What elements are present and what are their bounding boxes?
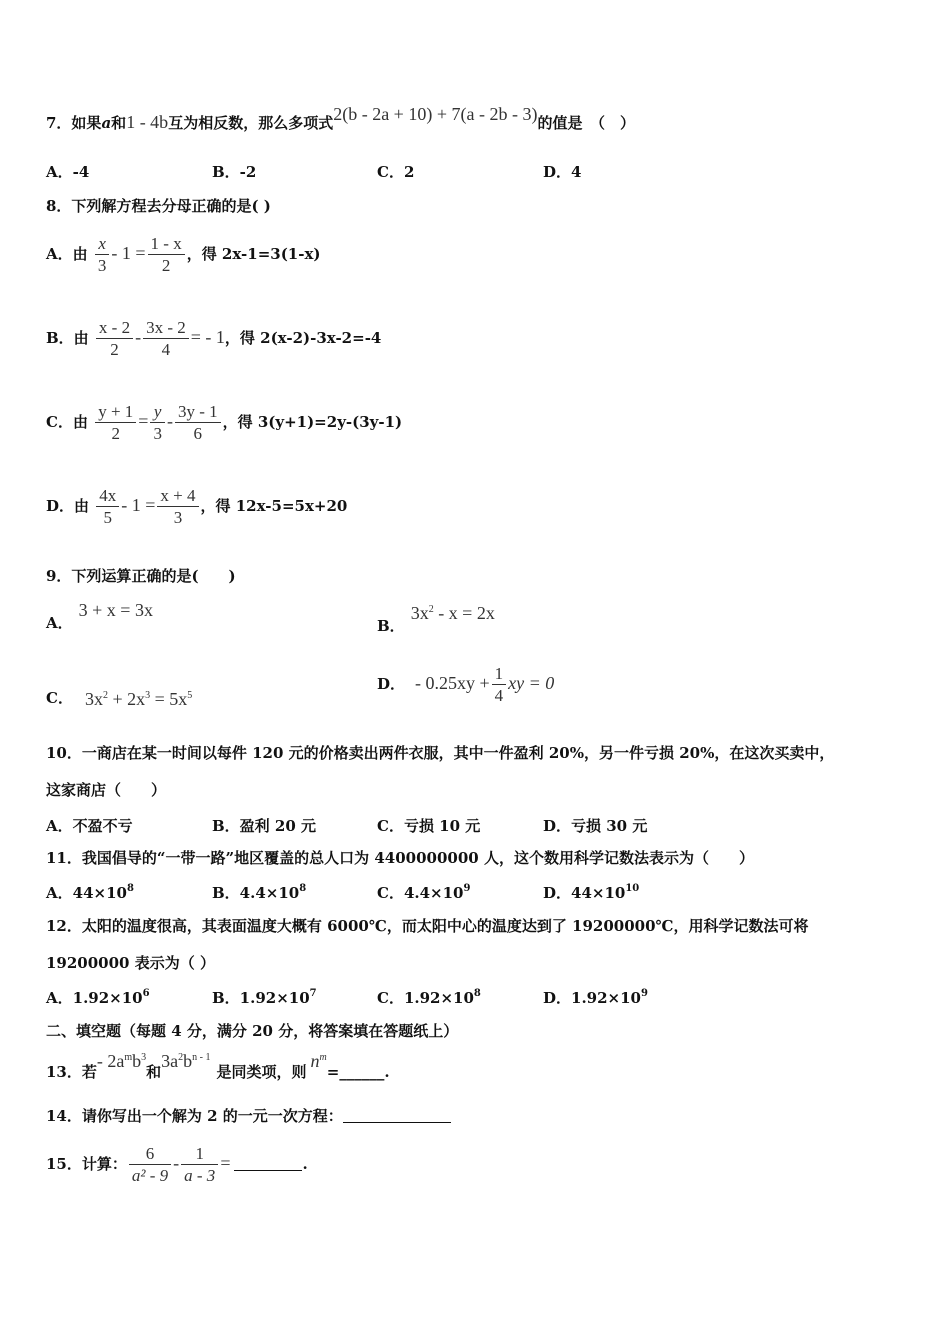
q8-d-frac2 bbox=[157, 486, 198, 529]
q8-b-frac2 bbox=[143, 318, 189, 361]
q9-c-c: = 5x bbox=[150, 689, 188, 709]
q13-and: 和 bbox=[146, 1063, 162, 1081]
q8-d-op: - 1 = bbox=[121, 495, 156, 515]
q8-a-n1: x bbox=[98, 233, 106, 253]
q9-b-label: B． bbox=[377, 617, 405, 635]
q10-option-a: A．不盈不亏 bbox=[46, 817, 133, 835]
q12-b-exp: 7 bbox=[309, 988, 317, 999]
q8-d-label: D．由 bbox=[46, 497, 90, 515]
q12-b-base: B．1.92×10 bbox=[212, 989, 310, 1007]
q8-c-label: C．由 bbox=[46, 413, 88, 431]
q8-d-n2: x + 4 bbox=[160, 485, 196, 505]
q11-b-exp: 8 bbox=[299, 883, 307, 894]
q11-stem: 11．我国倡导的“一带一路”地区覆盖的总人口为 4400000000 人，这个数用科学记数法表示为（ ） bbox=[46, 849, 754, 867]
q9-stem: 9．下列运算正确的是( ) bbox=[46, 567, 236, 585]
q8-a-result: ，得 2x-1=3(1-x) bbox=[186, 245, 321, 263]
q14-text: 14．请你写出一个解为 2 的一元一次方程： bbox=[46, 1107, 343, 1125]
q13-t2bs: n - 1 bbox=[192, 1052, 211, 1063]
q12-d-exp: 9 bbox=[640, 988, 648, 999]
q13-pre: 13．若 bbox=[46, 1063, 97, 1081]
q10-line1: 10．一商店在某一时间以每件 120 元的价格卖出两件衣服，其中一件盈利 20%，另一件亏损 20%，在这次买卖中， bbox=[46, 744, 835, 762]
q8-a-label: A．由 bbox=[46, 245, 88, 263]
q13-t2b: b bbox=[183, 1051, 193, 1071]
q9-b-post: - x = 2x bbox=[433, 603, 495, 623]
q12-d-base: D．1.92×10 bbox=[543, 989, 641, 1007]
q13-t3: n bbox=[310, 1051, 320, 1071]
q9-a-expr: 3 + x = 3x bbox=[78, 600, 153, 620]
q11-d-base: D．44×10 bbox=[543, 884, 626, 902]
q13-t1: - 2a bbox=[96, 1051, 125, 1071]
q10-line2: 这家商店（ ） bbox=[46, 781, 167, 799]
q8-c-op2: - bbox=[166, 411, 173, 431]
q13-t3s: m bbox=[319, 1052, 327, 1063]
q10-option-d: D．亏损 30 元 bbox=[543, 817, 648, 835]
q12-a-base: A．1.92×10 bbox=[46, 989, 143, 1007]
q9-b-pre: 3x bbox=[410, 603, 429, 623]
q7-option-b: B．-2 bbox=[212, 163, 257, 181]
q11-c-base: C．4.4×10 bbox=[377, 884, 464, 902]
q11-b-base: B．4.4×10 bbox=[212, 884, 300, 902]
q9-c-s2: 3 bbox=[145, 690, 151, 701]
q7-expr2: 2(b - 2a + 10) + 7(a - 2b - 3) bbox=[333, 104, 538, 124]
q9-c-label: C． bbox=[46, 689, 73, 707]
question-13 bbox=[46, 1051, 390, 1082]
q8-c-d2: 3 bbox=[150, 422, 165, 445]
q9-a-label: A． bbox=[46, 614, 73, 632]
q12-c-exp: 8 bbox=[473, 988, 481, 999]
q7-option-a: A．-4 bbox=[46, 163, 90, 181]
q15-d1: a² - 9 bbox=[129, 1164, 171, 1187]
q9-c-s1: 2 bbox=[102, 690, 108, 701]
q12-line1: 12．太阳的温度很高，其表面温度大概有 6000℃，而太阳中心的温度达到了 19200000℃，用科学记数法可将 bbox=[46, 917, 809, 935]
q8-a-frac2 bbox=[148, 234, 185, 277]
q15-n2: 1 bbox=[195, 1143, 204, 1163]
q15-pre: 15．计算： bbox=[46, 1155, 127, 1173]
q9-c-a: 3x bbox=[84, 689, 103, 709]
q15-tail: . bbox=[302, 1155, 308, 1173]
q7-mid: 互为相反数，那么多项式 bbox=[168, 114, 334, 132]
q8-a-d2: 2 bbox=[148, 254, 185, 277]
q13-answer-blank: =______. bbox=[326, 1063, 390, 1081]
q9-d-frac bbox=[492, 664, 507, 707]
q9-c-b: + 2x bbox=[107, 689, 146, 709]
q9-d-d: 4 bbox=[492, 684, 507, 707]
q7-option-d: D．4 bbox=[543, 163, 582, 181]
q8-d-d2: 3 bbox=[157, 506, 198, 529]
q8-c-result: ，得 3(y+1)=2y-(3y-1) bbox=[222, 413, 403, 431]
q8-d-d1: 5 bbox=[96, 506, 119, 529]
q15-op: - bbox=[173, 1153, 180, 1173]
q8-a-d1: 3 bbox=[95, 254, 110, 277]
q11-a-base: A．44×10 bbox=[46, 884, 127, 902]
q7-option-c: C．2 bbox=[377, 163, 415, 181]
q9-d-label: D． bbox=[377, 675, 406, 693]
q11-option-d bbox=[543, 882, 639, 903]
q8-a-op: - 1 = bbox=[111, 243, 146, 263]
q8-c-d1: 2 bbox=[95, 422, 136, 445]
q8-c-frac1 bbox=[95, 402, 136, 445]
q8-d-frac1 bbox=[96, 486, 119, 529]
q8-b-op2: = - 1 bbox=[190, 327, 225, 347]
q8-c-n1: y + 1 bbox=[98, 401, 134, 421]
q7-number: 7．如果 bbox=[46, 114, 102, 132]
q12-option-b bbox=[212, 987, 317, 1008]
q9-d-post: xy = 0 bbox=[508, 673, 555, 693]
q8-b-op1: - bbox=[135, 327, 142, 347]
q9-c-s3: 5 bbox=[187, 690, 193, 701]
q8-a-frac1 bbox=[95, 234, 110, 277]
q9-option-a bbox=[46, 600, 153, 633]
q15-answer-blank[interactable] bbox=[234, 1170, 302, 1171]
q8-c-frac3 bbox=[175, 402, 221, 445]
q8-b-d2: 4 bbox=[143, 338, 189, 361]
q7-and: 和 bbox=[111, 114, 127, 132]
q15-n1: 6 bbox=[145, 1143, 155, 1163]
q9-b-sup: 2 bbox=[428, 604, 434, 615]
q7-expr1: 1 - 4b bbox=[126, 112, 169, 132]
q8-a-n2: 1 - x bbox=[150, 233, 182, 253]
question-7 bbox=[46, 104, 635, 133]
q15-eq: = bbox=[220, 1153, 231, 1173]
q8-b-label: B．由 bbox=[46, 329, 89, 347]
q12-line2: 19200000 表示为（ ） bbox=[46, 954, 215, 972]
q11-c-exp: 9 bbox=[463, 883, 471, 894]
q8-b-frac1 bbox=[96, 318, 133, 361]
q9-d-pre: - 0.25xy + bbox=[415, 673, 490, 693]
q8-d-n1: 4x bbox=[99, 485, 117, 505]
q11-option-a bbox=[46, 882, 134, 903]
question-15 bbox=[46, 1140, 308, 1187]
q12-option-a bbox=[46, 987, 150, 1008]
q13-t1bs: 3 bbox=[141, 1052, 147, 1063]
q9-d-n: 1 bbox=[494, 663, 504, 683]
q12-option-d bbox=[543, 987, 648, 1008]
q8-b-n1: x - 2 bbox=[98, 317, 131, 337]
q8-d-result: ，得 12x-5=5x+20 bbox=[200, 497, 348, 515]
q12-c-base: C．1.92×10 bbox=[377, 989, 474, 1007]
q8-c-frac2 bbox=[150, 402, 165, 445]
q11-a-exp: 8 bbox=[126, 883, 134, 894]
q11-d-exp: 10 bbox=[625, 883, 640, 894]
q15-frac2 bbox=[181, 1144, 218, 1187]
question-14 bbox=[46, 1106, 451, 1126]
q8-b-d1: 2 bbox=[96, 338, 133, 361]
q8-c-d3: 6 bbox=[175, 422, 221, 445]
q8-b-n2: 3x - 2 bbox=[146, 317, 186, 337]
q8-b-result: ，得 2(x-2)-3x-2=-4 bbox=[224, 329, 382, 347]
q13-t2: 3a bbox=[161, 1051, 179, 1071]
q13-t1s: m bbox=[124, 1052, 133, 1063]
q7-tail: 的值是 （ ） bbox=[537, 114, 635, 132]
q12-a-exp: 6 bbox=[142, 988, 150, 999]
q8-option-c bbox=[46, 398, 402, 445]
q8-c-n3: 3y - 1 bbox=[177, 401, 218, 421]
q10-option-b: B．盈利 20 元 bbox=[212, 817, 316, 835]
q10-option-c: C．亏损 10 元 bbox=[377, 817, 481, 835]
q15-d2: a - 3 bbox=[181, 1164, 218, 1187]
q8-stem: 8．下列解方程去分母正确的是( ) bbox=[46, 197, 271, 215]
q13-t1b: b bbox=[132, 1051, 142, 1071]
q8-c-op1: = bbox=[138, 411, 149, 431]
q9-option-d bbox=[377, 660, 554, 707]
q8-option-d bbox=[46, 482, 347, 529]
section-2-heading: 二、填空题（每题 4 分，满分 20 分，将答案填在答题纸上） bbox=[46, 1022, 459, 1040]
q9-option-c bbox=[46, 684, 192, 708]
q12-option-c bbox=[377, 987, 481, 1008]
q11-option-c bbox=[377, 882, 470, 903]
q13-t2s: 2 bbox=[178, 1052, 184, 1063]
q15-frac1 bbox=[129, 1144, 171, 1187]
q9-option-b bbox=[377, 603, 495, 636]
q13-mid: 是同类项，则 bbox=[216, 1063, 307, 1081]
q8-c-n2: y bbox=[153, 401, 162, 421]
q7-var-a: a bbox=[101, 114, 112, 132]
q8-option-a bbox=[46, 230, 321, 277]
q8-option-b bbox=[46, 314, 381, 361]
q11-option-b bbox=[212, 882, 306, 903]
q14-answer-blank[interactable] bbox=[343, 1122, 451, 1123]
